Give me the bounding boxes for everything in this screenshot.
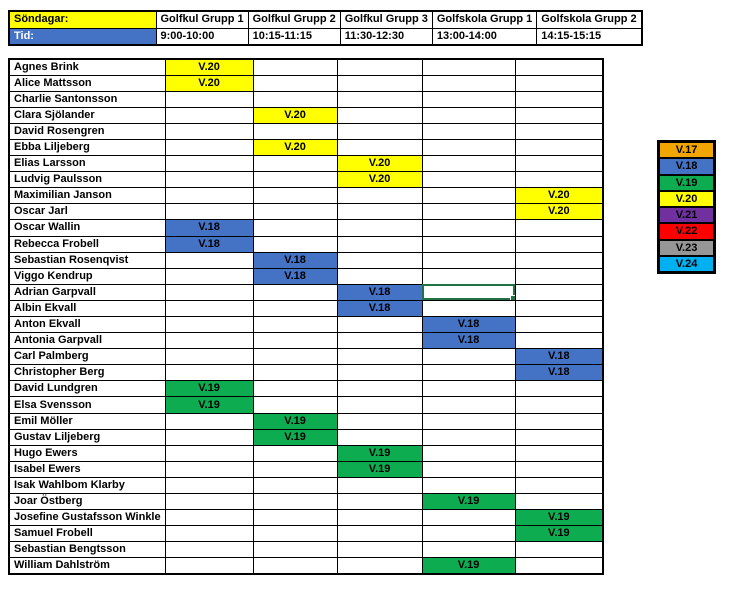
schedule-cell[interactable] (253, 526, 337, 542)
participant-name-cell[interactable]: Rebecca Frobell (9, 236, 165, 252)
participant-row (9, 397, 603, 413)
schedule-cell[interactable] (165, 333, 253, 349)
schedule-cell[interactable] (422, 381, 515, 397)
participant-name-cell[interactable]: Agnes Brink (9, 59, 165, 75)
schedule-cell[interactable] (337, 236, 422, 252)
schedule-cell[interactable] (422, 156, 515, 172)
selected-cell[interactable] (422, 284, 515, 300)
time-header-row (9, 28, 642, 45)
schedule-cell[interactable] (422, 188, 515, 204)
schedule-cell[interactable] (337, 123, 422, 139)
schedule-cell[interactable] (515, 445, 603, 461)
schedule-cell[interactable] (253, 59, 337, 75)
schedule-cell[interactable] (515, 317, 603, 333)
participant-row (9, 542, 603, 558)
legend-item[interactable]: V.24 (659, 256, 714, 272)
week-assignment-cell[interactable]: V.19 (165, 381, 253, 397)
schedule-cell[interactable] (337, 349, 422, 365)
participant-name-cell[interactable]: Ebba Liljeberg (9, 139, 165, 155)
participant-name-cell[interactable]: Josefine Gustafsson Winkle (9, 510, 165, 526)
schedule-cell[interactable] (253, 284, 337, 300)
participant-name-cell[interactable]: Hugo Ewers (9, 445, 165, 461)
week-assignment-cell[interactable]: V.18 (337, 300, 422, 316)
schedule-cell[interactable] (165, 123, 253, 139)
legend-item[interactable]: V.17 (659, 142, 714, 158)
legend-item[interactable]: V.20 (659, 191, 714, 207)
participant-name-cell[interactable]: Clara Sjölander (9, 107, 165, 123)
schedule-cell[interactable] (422, 477, 515, 493)
participant-row (9, 510, 603, 526)
schedule-cell[interactable] (165, 413, 253, 429)
schedule-cell[interactable] (515, 397, 603, 413)
legend-item[interactable]: V.22 (659, 223, 714, 239)
schedule-cell[interactable] (165, 188, 253, 204)
schedule-cell[interactable] (165, 429, 253, 445)
week-assignment-cell[interactable]: V.18 (165, 236, 253, 252)
schedule-cell[interactable] (253, 333, 337, 349)
schedule-cell[interactable] (253, 123, 337, 139)
participant-name-cell[interactable]: Charlie Santonsson (9, 91, 165, 107)
schedule-cell[interactable] (422, 59, 515, 75)
group-header-4[interactable]: Golfskola Grupp 1 (432, 11, 536, 28)
week-assignment-cell[interactable]: V.20 (253, 139, 337, 155)
participant-row (9, 172, 603, 188)
schedule-cell[interactable] (253, 494, 337, 510)
participant-name-cell[interactable]: Isak Wahlbom Klarby (9, 477, 165, 493)
participant-name-cell[interactable]: Maximilian Janson (9, 188, 165, 204)
schedule-cell[interactable] (253, 365, 337, 381)
participant-name-cell[interactable]: Isabel Ewers (9, 461, 165, 477)
participant-name-cell[interactable]: Emil Möller (9, 413, 165, 429)
week-assignment-cell[interactable]: V.19 (337, 461, 422, 477)
participant-name-cell[interactable]: Samuel Frobell (9, 526, 165, 542)
schedule-cell[interactable] (422, 429, 515, 445)
schedule-cell[interactable] (337, 510, 422, 526)
participant-name-cell[interactable]: Adrian Garpvall (9, 284, 165, 300)
participant-row (9, 381, 603, 397)
schedule-cell[interactable] (422, 139, 515, 155)
schedule-cell[interactable] (165, 558, 253, 574)
schedule-cell[interactable] (337, 365, 422, 381)
participant-row (9, 365, 603, 381)
schedule-cell[interactable] (422, 123, 515, 139)
schedule-cell[interactable] (337, 542, 422, 558)
participant-row (9, 317, 603, 333)
schedule-cell[interactable] (515, 477, 603, 493)
days-header-cell[interactable]: Söndagar: (9, 11, 156, 28)
legend-item[interactable]: V.18 (659, 158, 714, 174)
participant-row (9, 123, 603, 139)
participant-name-cell[interactable]: Viggo Kendrup (9, 268, 165, 284)
week-assignment-cell[interactable]: V.20 (515, 204, 603, 220)
schedule-cell[interactable] (422, 220, 515, 236)
schedule-cell[interactable] (165, 268, 253, 284)
participant-row (9, 413, 603, 429)
schedule-cell[interactable] (422, 75, 515, 91)
schedule-cell[interactable] (337, 494, 422, 510)
schedule-cell[interactable] (165, 204, 253, 220)
group-time-4[interactable]: 13:00-14:00 (432, 28, 536, 45)
participant-row (9, 188, 603, 204)
participant-row (9, 445, 603, 461)
participant-row (9, 284, 603, 300)
participant-name-cell[interactable]: Alice Mattsson (9, 75, 165, 91)
schedule-cell[interactable] (165, 107, 253, 123)
participant-row (9, 91, 603, 107)
schedule-cell[interactable] (253, 510, 337, 526)
schedule-cell[interactable] (337, 558, 422, 574)
schedule-cell[interactable] (422, 107, 515, 123)
schedule-cell[interactable] (422, 252, 515, 268)
participant-name-cell[interactable]: Ludvig Paulsson (9, 172, 165, 188)
schedule-cell[interactable] (165, 139, 253, 155)
schedule-cell[interactable] (422, 461, 515, 477)
participant-row (9, 333, 603, 349)
schedule-cell[interactable] (515, 123, 603, 139)
schedule-cell[interactable] (337, 252, 422, 268)
schedule-cell[interactable] (253, 172, 337, 188)
week-assignment-cell[interactable]: V.18 (253, 268, 337, 284)
week-assignment-cell[interactable]: V.19 (422, 558, 515, 574)
group-header-3[interactable]: Golfkul Grupp 3 (340, 11, 432, 28)
schedule-cell[interactable] (515, 494, 603, 510)
schedule-cell[interactable] (422, 91, 515, 107)
legend-item[interactable]: V.21 (659, 207, 714, 223)
schedule-cell[interactable] (165, 300, 253, 316)
week-assignment-cell[interactable]: V.18 (165, 220, 253, 236)
schedule-cell[interactable] (515, 413, 603, 429)
week-assignment-cell[interactable]: V.19 (253, 413, 337, 429)
schedule-cell[interactable] (515, 284, 603, 300)
schedule-cell[interactable] (253, 445, 337, 461)
week-assignment-cell[interactable]: V.18 (515, 349, 603, 365)
schedule-cell[interactable] (515, 91, 603, 107)
schedule-cell[interactable] (337, 429, 422, 445)
schedule-cell[interactable] (337, 268, 422, 284)
week-assignment-cell[interactable]: V.19 (165, 397, 253, 413)
schedule-cell[interactable] (337, 107, 422, 123)
participant-name-cell[interactable]: Elias Larsson (9, 156, 165, 172)
week-assignment-cell[interactable]: V.19 (422, 494, 515, 510)
legend-item[interactable]: V.19 (659, 175, 714, 191)
schedule-cell[interactable] (422, 542, 515, 558)
schedule-cell[interactable] (515, 236, 603, 252)
schedule-cell[interactable] (253, 397, 337, 413)
schedule-cell[interactable] (253, 349, 337, 365)
schedule-cell[interactable] (253, 204, 337, 220)
participant-row (9, 494, 603, 510)
participant-row (9, 75, 603, 91)
participant-name-cell[interactable]: William Dahlström (9, 558, 165, 574)
participant-row (9, 558, 603, 574)
participant-row (9, 236, 603, 252)
schedule-cell[interactable] (515, 333, 603, 349)
schedule-cell[interactable] (422, 445, 515, 461)
schedule-cell[interactable] (165, 445, 253, 461)
schedule-cell[interactable] (165, 349, 253, 365)
schedule-cell[interactable] (165, 542, 253, 558)
schedule-cell[interactable] (253, 542, 337, 558)
schedule-cell[interactable] (422, 172, 515, 188)
schedule-cell[interactable] (515, 139, 603, 155)
schedule-cell[interactable] (337, 381, 422, 397)
group-header-row (9, 11, 642, 28)
schedule-cell[interactable] (515, 542, 603, 558)
week-assignment-cell[interactable]: V.19 (515, 526, 603, 542)
schedule-cell[interactable] (253, 220, 337, 236)
participant-name-cell[interactable]: Carl Palmberg (9, 349, 165, 365)
participant-name-cell[interactable]: Sebastian Bengtsson (9, 542, 165, 558)
participant-row (9, 204, 603, 220)
participant-name-cell[interactable]: David Rosengren (9, 123, 165, 139)
schedule-cell[interactable] (165, 494, 253, 510)
schedule-cell[interactable] (337, 526, 422, 542)
schedule-cell[interactable] (337, 59, 422, 75)
participant-row (9, 156, 603, 172)
group-time-1[interactable]: 9:00-10:00 (156, 28, 248, 45)
schedule-cell[interactable] (515, 252, 603, 268)
participant-row (9, 268, 603, 284)
group-header-1[interactable]: Golfkul Grupp 1 (156, 11, 248, 28)
week-assignment-cell[interactable]: V.19 (253, 429, 337, 445)
schedule-cell[interactable] (165, 91, 253, 107)
participant-row (9, 59, 603, 75)
participant-row (9, 429, 603, 445)
participant-name-cell[interactable]: Anton Ekvall (9, 317, 165, 333)
week-assignment-cell[interactable]: V.19 (515, 510, 603, 526)
schedule-cell[interactable] (422, 526, 515, 542)
schedule-cell[interactable] (165, 156, 253, 172)
week-legend (657, 140, 716, 274)
schedule-cell[interactable] (337, 220, 422, 236)
schedule-cell[interactable] (165, 477, 253, 493)
week-assignment-cell[interactable]: V.18 (337, 284, 422, 300)
participant-name-cell[interactable]: Sebastian Rosenqvist (9, 252, 165, 268)
schedule-cell[interactable] (515, 220, 603, 236)
week-assignment-cell[interactable]: V.20 (253, 107, 337, 123)
week-assignment-cell[interactable]: V.18 (253, 252, 337, 268)
participant-name-cell[interactable]: Albin Ekvall (9, 300, 165, 316)
schedule-cell[interactable] (253, 91, 337, 107)
participants-table (8, 58, 604, 575)
week-assignment-cell[interactable]: V.18 (422, 333, 515, 349)
week-assignment-cell[interactable]: V.20 (515, 188, 603, 204)
schedule-cell[interactable] (337, 477, 422, 493)
schedule-cell[interactable] (422, 365, 515, 381)
participant-row (9, 220, 603, 236)
schedule-cell[interactable] (422, 349, 515, 365)
group-header-2[interactable]: Golfkul Grupp 2 (248, 11, 340, 28)
schedule-cell[interactable] (253, 381, 337, 397)
participant-name-cell[interactable]: Gustav Liljeberg (9, 429, 165, 445)
schedule-cell[interactable] (422, 510, 515, 526)
schedule-cell[interactable] (165, 461, 253, 477)
participant-name-cell[interactable]: Joar Östberg (9, 494, 165, 510)
participant-row (9, 252, 603, 268)
schedule-cell[interactable] (515, 429, 603, 445)
schedule-cell[interactable] (515, 461, 603, 477)
schedule-cell[interactable] (253, 317, 337, 333)
schedule-cell[interactable] (337, 317, 422, 333)
schedule-cell[interactable] (165, 526, 253, 542)
schedule-cell[interactable] (253, 188, 337, 204)
schedule-cell[interactable] (253, 156, 337, 172)
schedule-cell[interactable] (515, 59, 603, 75)
participant-row (9, 139, 603, 155)
schedule-header-table (8, 10, 643, 46)
week-assignment-cell[interactable]: V.19 (337, 445, 422, 461)
group-header-5[interactable]: Golfskola Grupp 2 (537, 11, 642, 28)
legend-item[interactable]: V.23 (659, 240, 714, 256)
schedule-cell[interactable] (422, 300, 515, 316)
participant-name-cell[interactable]: Oscar Wallin (9, 220, 165, 236)
time-header-cell[interactable]: Tid: (9, 28, 156, 45)
schedule-cell[interactable] (165, 317, 253, 333)
schedule-cell[interactable] (337, 188, 422, 204)
participant-name-cell[interactable]: Christopher Berg (9, 365, 165, 381)
schedule-cell[interactable] (165, 510, 253, 526)
group-time-3[interactable]: 11:30-12:30 (340, 28, 432, 45)
group-time-2[interactable]: 10:15-11:15 (248, 28, 340, 45)
schedule-cell[interactable] (515, 107, 603, 123)
participant-name-cell[interactable]: Elsa Svensson (9, 397, 165, 413)
week-assignment-cell[interactable]: V.18 (515, 365, 603, 381)
schedule-cell[interactable] (422, 236, 515, 252)
week-assignment-cell[interactable]: V.18 (422, 317, 515, 333)
schedule-cell[interactable] (165, 252, 253, 268)
schedule-cell[interactable] (253, 236, 337, 252)
participant-name-cell[interactable]: David Lundgren (9, 381, 165, 397)
participant-row (9, 107, 603, 123)
participant-row (9, 461, 603, 477)
participant-name-cell[interactable]: Antonia Garpvall (9, 333, 165, 349)
week-assignment-cell[interactable]: V.20 (337, 172, 422, 188)
schedule-cell[interactable] (515, 381, 603, 397)
participant-row (9, 526, 603, 542)
schedule-cell[interactable] (337, 139, 422, 155)
schedule-cell[interactable] (337, 204, 422, 220)
week-assignment-cell[interactable]: V.20 (165, 59, 253, 75)
schedule-cell[interactable] (337, 75, 422, 91)
schedule-cell[interactable] (253, 75, 337, 91)
schedule-cell[interactable] (165, 365, 253, 381)
participant-row (9, 477, 603, 493)
schedule-cell[interactable] (253, 461, 337, 477)
schedule-cell[interactable] (515, 156, 603, 172)
schedule-cell[interactable] (422, 413, 515, 429)
schedule-cell[interactable] (422, 204, 515, 220)
schedule-cell[interactable] (337, 397, 422, 413)
participant-name-cell[interactable]: Oscar Jarl (9, 204, 165, 220)
schedule-cell[interactable] (253, 477, 337, 493)
schedule-cell[interactable] (337, 413, 422, 429)
schedule-cell[interactable] (422, 397, 515, 413)
schedule-cell[interactable] (165, 172, 253, 188)
schedule-cell[interactable] (253, 300, 337, 316)
participant-row (9, 349, 603, 365)
week-assignment-cell[interactable]: V.20 (165, 75, 253, 91)
week-assignment-cell[interactable]: V.20 (337, 156, 422, 172)
group-time-5[interactable]: 14:15-15:15 (537, 28, 642, 45)
schedule-cell[interactable] (515, 75, 603, 91)
schedule-cell[interactable] (422, 268, 515, 284)
schedule-cell[interactable] (337, 91, 422, 107)
schedule-cell[interactable] (515, 268, 603, 284)
schedule-cell[interactable] (337, 333, 422, 349)
schedule-cell[interactable] (515, 558, 603, 574)
schedule-cell[interactable] (165, 284, 253, 300)
participant-row (9, 300, 603, 316)
schedule-cell[interactable] (253, 558, 337, 574)
schedule-cell[interactable] (515, 172, 603, 188)
schedule-cell[interactable] (515, 300, 603, 316)
